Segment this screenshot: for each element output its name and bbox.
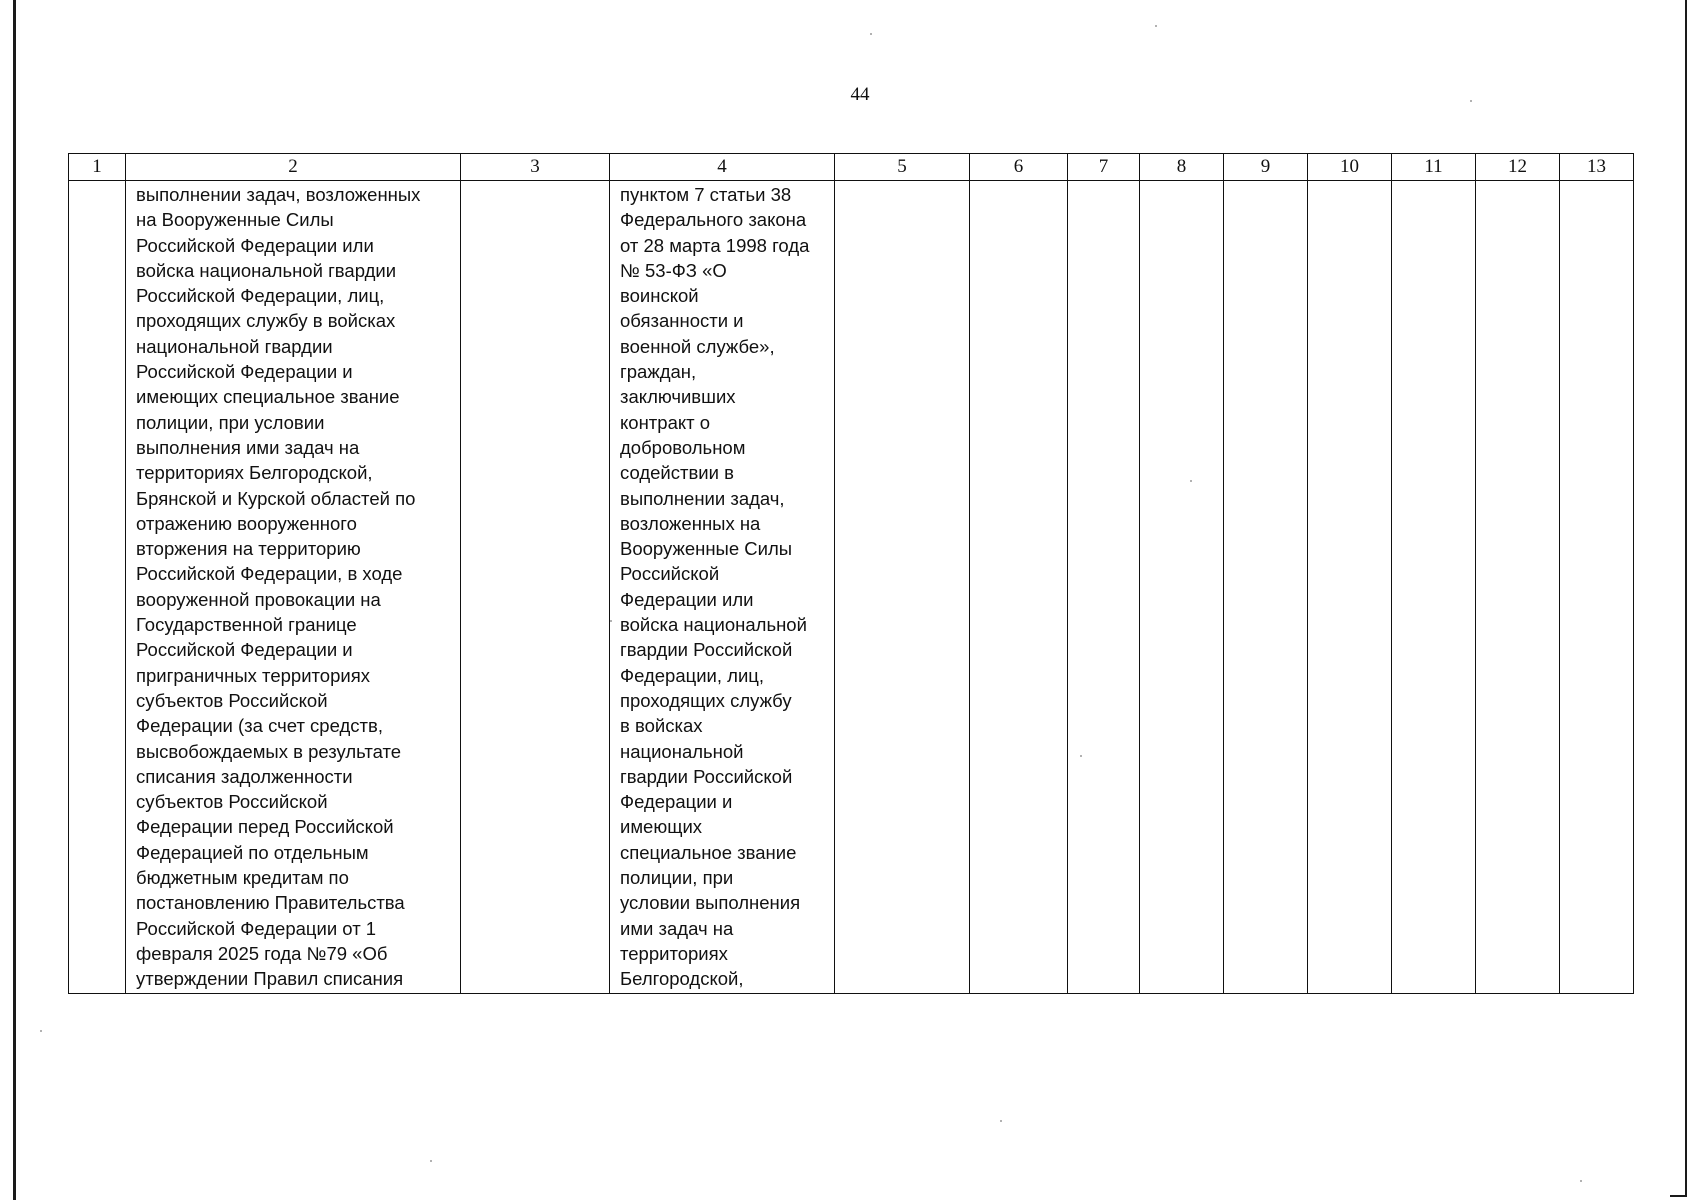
data-table <box>68 153 1634 994</box>
column-header-1: 1 <box>69 154 126 181</box>
scan-edge-left <box>13 0 16 1200</box>
column-header-5: 5 <box>835 154 970 181</box>
scan-speck <box>1155 25 1157 27</box>
scan-speck <box>430 1160 432 1162</box>
cell-col-4 <box>610 181 835 994</box>
cell-col-11 <box>1392 181 1476 994</box>
cell-col-9 <box>1224 181 1308 994</box>
column-header-6: 6 <box>970 154 1068 181</box>
cell-col-7 <box>1068 181 1140 994</box>
scan-edge-bottom <box>1670 1195 1687 1197</box>
scan-speck <box>1190 480 1192 482</box>
cell-col-8 <box>1140 181 1224 994</box>
cell-col-3 <box>461 181 610 994</box>
column-header-7: 7 <box>1068 154 1140 181</box>
cell-text-col-4: пунктом 7 статьи 38 Федерального закона от 28 марта 1998 года № 53-ФЗ «О воинской обязанности и военной службе», граждан, заключивших контракт о добровольном содействии в выполнении задач, возложенных на Вооруженные Силы Российской Федерации или войска национальной гвардии Российской Федерации, лиц, проходящих службу в войсках национальной гвардии Российской Федерации и имеющих специальное звание полиции, при условии выполнения ими задач на территориях Белгородской, <box>620 184 810 990</box>
cell-col-6 <box>970 181 1068 994</box>
scan-speck <box>40 1030 42 1032</box>
scan-speck <box>1580 1180 1582 1182</box>
column-header-8: 8 <box>1140 154 1224 181</box>
column-header-10: 10 <box>1308 154 1392 181</box>
column-header-13: 13 <box>1560 154 1634 181</box>
column-header-2: 2 <box>126 154 461 181</box>
cell-col-1 <box>69 181 126 994</box>
column-header-3: 3 <box>461 154 610 181</box>
table-header-row <box>69 154 1634 181</box>
scan-speck <box>1470 100 1472 102</box>
column-header-11: 11 <box>1392 154 1476 181</box>
scan-speck <box>870 33 872 35</box>
cell-col-2 <box>126 181 461 994</box>
column-header-4: 4 <box>610 154 835 181</box>
column-header-12: 12 <box>1476 154 1560 181</box>
cell-col-12 <box>1476 181 1560 994</box>
cell-col-5 <box>835 181 970 994</box>
cell-col-13 <box>1560 181 1634 994</box>
column-header-9: 9 <box>1224 154 1308 181</box>
scan-speck <box>610 620 612 622</box>
page-number: 44 <box>850 84 870 105</box>
cell-text-col-2: выполнении задач, возложенных на Вооруженные Силы Российской Федерации или войска национальной гвардии Российской Федерации, лиц, проходящих службу в войсках национальной гвардии Российской Федерации и имеющих специальное звание полиции, при условии выполнения ими задач на территориях Белгородской, Брянской и Курской областей по отражению вооруженного вторжения на территорию Российской Федерации, в ходе вооруженной провокации на Государственной границе Российской Федерации и приграничных территориях субъектов Российской Федерации (за счет средств, высвобождаемых в результате списания задолженности субъектов Российской Федерации перед Российской Федерацией по отдельным бюджетным кредитам по постановлению Правительства Российской Федерации от 1 февраля 2025 года №79 «Об утверждении Правил списания <box>136 184 421 990</box>
scan-speck <box>1000 1120 1002 1122</box>
cell-col-10 <box>1308 181 1392 994</box>
scan-speck <box>1080 755 1082 757</box>
scan-edge-right <box>1685 0 1687 1196</box>
table-row <box>69 181 1634 994</box>
